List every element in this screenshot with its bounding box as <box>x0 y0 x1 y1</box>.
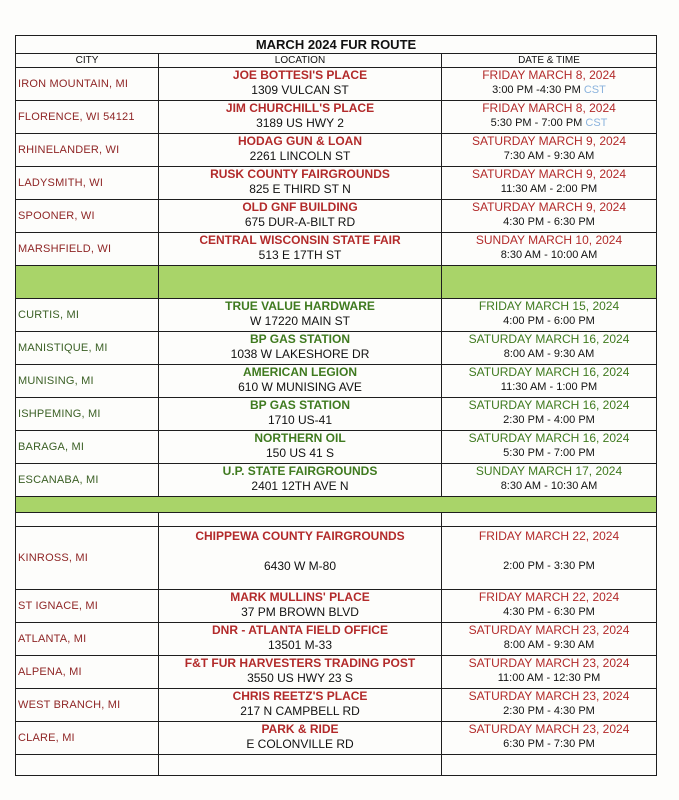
datetime-cell <box>442 431 657 464</box>
event-time-line <box>442 182 656 197</box>
location-name: RUSK COUNTY FAIRGROUNDS <box>210 167 390 181</box>
location-cell <box>159 656 442 689</box>
location-name: DNR - ATLANTA FIELD OFFICE <box>212 623 388 637</box>
event-time: 6:30 PM - 7:30 PM <box>503 738 595 750</box>
datetime-cell <box>442 68 657 101</box>
empty-cell <box>442 755 657 776</box>
table-row <box>16 431 657 464</box>
event-time: 8:30 AM - 10:30 AM <box>500 480 598 492</box>
location-address: 2261 LINCOLN ST <box>249 149 351 163</box>
event-time: 7:30 AM - 9:30 AM <box>503 150 595 162</box>
datetime-cell <box>442 623 657 656</box>
table-row <box>16 623 657 656</box>
location-cell <box>159 398 442 431</box>
gap-cell <box>159 513 442 527</box>
event-date: SATURDAY MARCH 9, 2024 <box>471 134 627 148</box>
event-time-line <box>442 559 656 574</box>
event-time-line <box>442 83 656 98</box>
location-address: 825 E THIRD ST N <box>249 182 351 196</box>
separator-row <box>16 266 657 299</box>
event-date: SUNDAY MARCH 10, 2024 <box>475 233 623 247</box>
empty-row <box>16 755 657 776</box>
location-name: BP GAS STATION <box>249 332 350 346</box>
datetime-cell <box>442 464 657 497</box>
separator-cell <box>16 497 657 513</box>
datetime-cell <box>442 365 657 398</box>
event-date: FRIDAY MARCH 15, 2024 <box>478 299 620 313</box>
datetime-cell <box>442 134 657 167</box>
event-date: SATURDAY MARCH 16, 2024 <box>468 398 630 412</box>
location-cell <box>159 623 442 656</box>
table-row <box>16 233 657 266</box>
separator-row <box>16 497 657 513</box>
separator-cell <box>442 266 657 299</box>
city-cell: ALPENA, MI <box>16 656 159 689</box>
location-address: W 17220 MAIN ST <box>249 314 351 328</box>
city-cell: MARSHFIELD, WI <box>16 233 159 266</box>
location-name: TRUE VALUE HARDWARE <box>225 299 375 313</box>
event-time: 11:00 AM - 12:30 PM <box>497 672 601 684</box>
event-date: FRIDAY MARCH 22, 2024 <box>478 590 620 604</box>
datetime-cell <box>442 299 657 332</box>
location-name: OLD GNF BUILDING <box>242 200 358 214</box>
event-date: FRIDAY MARCH 22, 2024 <box>478 529 620 543</box>
datetime-cell <box>442 233 657 266</box>
page-title: MARCH 2024 FUR ROUTE <box>16 36 657 54</box>
event-time-line <box>442 149 656 164</box>
location-cell <box>159 68 442 101</box>
table-row <box>16 167 657 200</box>
location-name: AMERICAN LEGION <box>243 365 357 379</box>
event-time-line <box>442 446 656 461</box>
empty-cell <box>16 755 159 776</box>
event-time: 5:30 PM - 7:00 PM <box>490 117 583 129</box>
location-name: BP GAS STATION <box>249 398 350 412</box>
location-name: CENTRAL WISCONSIN STATE FAIR <box>199 233 401 247</box>
location-cell <box>159 689 442 722</box>
location-name: U.P. STATE FAIRGROUNDS <box>222 464 378 478</box>
table-row <box>16 365 657 398</box>
empty-cell <box>159 755 442 776</box>
event-time-line <box>442 413 656 428</box>
location-cell <box>159 722 442 755</box>
table-row <box>16 134 657 167</box>
location-cell <box>159 134 442 167</box>
event-time-line <box>442 737 656 752</box>
event-time: 2:30 PM - 4:00 PM <box>503 414 595 426</box>
gap-cell <box>442 513 657 527</box>
gap-cell <box>16 513 159 527</box>
event-date: SATURDAY MARCH 16, 2024 <box>468 431 630 445</box>
event-date: SATURDAY MARCH 9, 2024 <box>471 167 627 181</box>
city-cell: CURTIS, MI <box>16 299 159 332</box>
event-time-line <box>442 605 656 620</box>
location-name: CHIPPEWA COUNTY FAIRGROUNDS <box>195 529 405 543</box>
header-city: CITY <box>16 54 159 68</box>
location-address: E COLONVILLE RD <box>246 737 354 751</box>
event-time: 4:30 PM - 6:30 PM <box>503 606 595 618</box>
location-cell <box>159 101 442 134</box>
event-date: SUNDAY MARCH 17, 2024 <box>475 464 623 478</box>
city-cell: RHINELANDER, WI <box>16 134 159 167</box>
city-cell: ST IGNACE, MI <box>16 590 159 623</box>
datetime-cell <box>442 101 657 134</box>
table-row <box>16 101 657 134</box>
event-time-line <box>442 116 656 131</box>
gap-row <box>16 513 657 527</box>
datetime-cell <box>442 689 657 722</box>
event-time-line <box>442 479 656 494</box>
location-address: 6430 W M-80 <box>263 559 337 573</box>
event-time: 8:00 AM - 9:30 AM <box>503 348 595 360</box>
location-address: 1309 VULCAN ST <box>251 83 349 97</box>
datetime-cell <box>442 656 657 689</box>
city-cell: SPOONER, WI <box>16 200 159 233</box>
separator-cell <box>16 266 159 299</box>
datetime-cell <box>442 722 657 755</box>
location-name: PARK & RIDE <box>261 722 339 736</box>
title-row <box>16 36 657 54</box>
event-time: 8:00 AM - 9:30 AM <box>503 639 595 651</box>
location-name: JIM CHURCHILL'S PLACE <box>225 101 375 115</box>
event-date: SATURDAY MARCH 23, 2024 <box>468 656 630 670</box>
timezone-label: CST <box>583 84 606 96</box>
location-cell <box>159 365 442 398</box>
event-time: 11:30 AM - 1:00 PM <box>500 381 598 393</box>
location-address: 3550 US HWY 23 S <box>247 671 353 685</box>
event-date: SATURDAY MARCH 16, 2024 <box>468 332 630 346</box>
event-time: 4:30 PM - 6:30 PM <box>503 216 595 228</box>
event-time-line <box>442 215 656 230</box>
event-time: 3:00 PM -4:30 PM <box>492 84 581 96</box>
header-location: LOCATION <box>159 54 442 68</box>
city-cell: CLARE, MI <box>16 722 159 755</box>
timezone-label: CST <box>585 117 608 129</box>
datetime-cell <box>442 167 657 200</box>
city-cell: LADYSMITH, WI <box>16 167 159 200</box>
city-cell: FLORENCE, WI 54121 <box>16 101 159 134</box>
event-time-line <box>442 638 656 653</box>
city-cell: BARAGA, MI <box>16 431 159 464</box>
event-date: SATURDAY MARCH 16, 2024 <box>468 365 630 379</box>
location-name: NORTHERN OIL <box>254 431 346 445</box>
location-address: 513 E 17TH ST <box>258 248 342 262</box>
event-time: 11:30 AM - 2:00 PM <box>500 183 598 195</box>
location-name: CHRIS REETZ'S PLACE <box>232 689 368 703</box>
city-cell: ISHPEMING, MI <box>16 398 159 431</box>
location-cell <box>159 590 442 623</box>
city-cell: MUNISING, MI <box>16 365 159 398</box>
city-cell: IRON MOUNTAIN, MI <box>16 68 159 101</box>
location-address: 610 W MUNISING AVE <box>238 380 362 394</box>
location-name: JOE BOTTESI'S PLACE <box>232 68 368 82</box>
city-cell: MANISTIQUE, MI <box>16 332 159 365</box>
fur-route-table <box>15 35 657 776</box>
datetime-cell <box>442 332 657 365</box>
table-row <box>16 398 657 431</box>
location-cell <box>159 200 442 233</box>
event-date: FRIDAY MARCH 8, 2024 <box>482 68 616 82</box>
table-row <box>16 464 657 497</box>
table-row <box>16 200 657 233</box>
city-cell: ESCANABA, MI <box>16 464 159 497</box>
table-row <box>16 332 657 365</box>
table-row <box>16 299 657 332</box>
location-name: F&T FUR HARVESTERS TRADING POST <box>184 656 416 670</box>
table-row <box>16 689 657 722</box>
event-time: 5:30 PM - 7:00 PM <box>503 447 595 459</box>
event-time-line <box>442 704 656 719</box>
location-cell <box>159 527 442 590</box>
location-address: 675 DUR-A-BILT RD <box>244 215 356 229</box>
event-time-line <box>442 347 656 362</box>
header-row <box>16 54 657 68</box>
location-cell <box>159 167 442 200</box>
location-address: 3189 US HWY 2 <box>256 116 344 130</box>
location-name: HODAG GUN & LOAN <box>238 134 362 148</box>
table-row <box>16 68 657 101</box>
event-date: SATURDAY MARCH 23, 2024 <box>468 689 630 703</box>
location-cell <box>159 431 442 464</box>
location-address: 1038 W LAKESHORE DR <box>230 347 370 361</box>
event-time-line <box>442 671 656 686</box>
table-row <box>16 722 657 755</box>
city-cell: KINROSS, MI <box>16 527 159 590</box>
table-row <box>16 656 657 689</box>
event-time: 4:00 PM - 6:00 PM <box>503 315 595 327</box>
event-time-line <box>442 248 656 263</box>
location-cell <box>159 464 442 497</box>
event-date: SATURDAY MARCH 23, 2024 <box>468 623 630 637</box>
location-address: 13501 M-33 <box>267 638 333 652</box>
location-cell <box>159 332 442 365</box>
event-time: 2:00 PM - 3:30 PM <box>503 560 595 572</box>
city-cell: ATLANTA, MI <box>16 623 159 656</box>
event-date: SATURDAY MARCH 9, 2024 <box>471 200 627 214</box>
event-date: SATURDAY MARCH 23, 2024 <box>468 722 630 736</box>
location-address: 1710 US-41 <box>267 413 333 427</box>
datetime-cell <box>442 590 657 623</box>
event-time: 2:30 PM - 4:30 PM <box>503 705 595 717</box>
event-time-line <box>442 380 656 395</box>
table-row <box>16 590 657 623</box>
location-name: MARK MULLINS' PLACE <box>230 590 370 604</box>
separator-cell <box>159 266 442 299</box>
city-cell: WEST BRANCH, MI <box>16 689 159 722</box>
event-time: 8:30 AM - 10:00 AM <box>500 249 598 261</box>
location-cell <box>159 299 442 332</box>
location-cell <box>159 233 442 266</box>
datetime-cell <box>442 398 657 431</box>
location-address: 217 N CAMPBELL RD <box>240 704 360 718</box>
event-date: FRIDAY MARCH 8, 2024 <box>482 101 616 115</box>
location-address: 37 PM BROWN BLVD <box>241 605 359 619</box>
table-row <box>16 527 657 590</box>
location-address: 150 US 41 S <box>265 446 335 460</box>
header-datetime: DATE & TIME <box>442 54 657 68</box>
datetime-cell <box>442 527 657 590</box>
datetime-cell <box>442 200 657 233</box>
location-address: 2401 12TH AVE N <box>251 479 349 493</box>
event-time-line <box>442 314 656 329</box>
